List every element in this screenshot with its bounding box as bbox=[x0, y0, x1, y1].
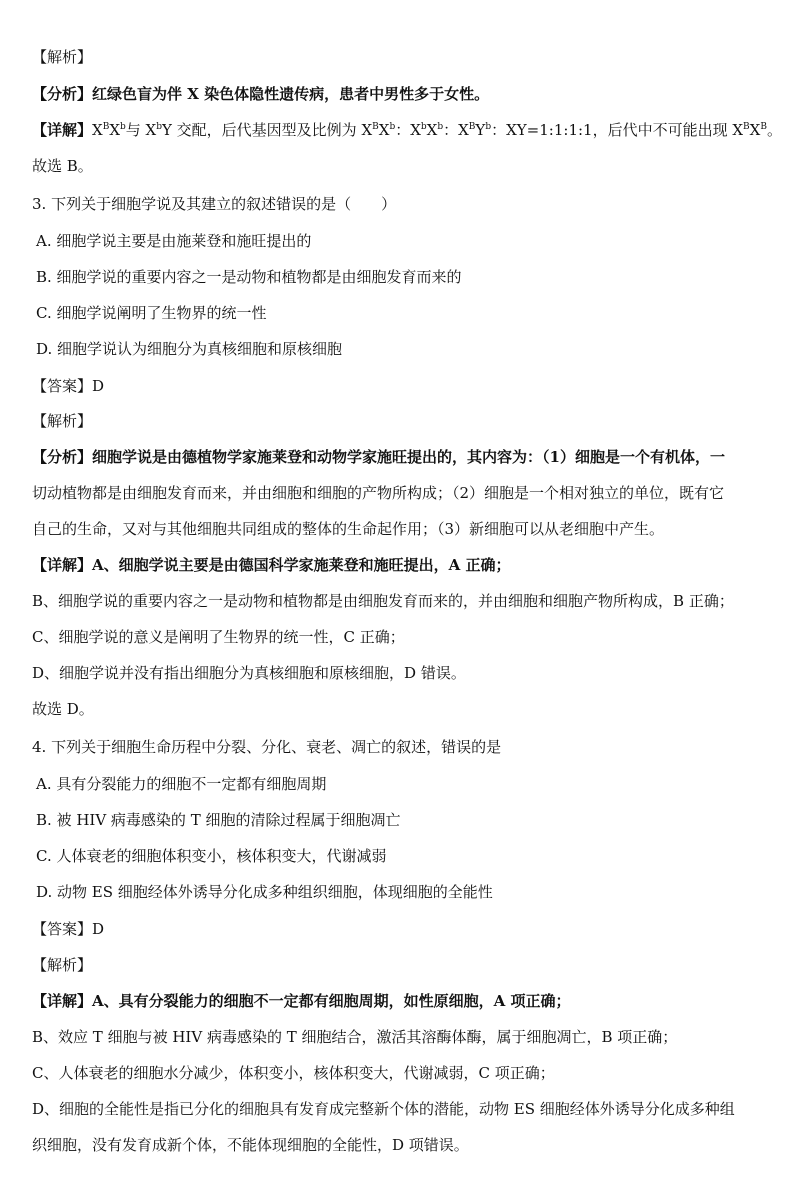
analysis-paragraph: 【分析】细胞学说是由德植物学家施莱登和动物学家施旺提出的，其内容为：（1）细胞是一个有机体，一 bbox=[32, 448, 725, 466]
question-3-stem: 3. 下列关于细胞学说及其建立的叙述错误的是（ ） bbox=[32, 195, 397, 213]
detail-paragraph: C、人体衰老的细胞水分减少，体积变小，核体积变大，代谢减弱，C 项正确； bbox=[32, 1064, 555, 1082]
detail-paragraph: C、细胞学说的意义是阐明了生物界的统一性，C 正确； bbox=[32, 628, 405, 646]
detail-paragraph: B、效应 T 细胞与被 HIV 病毒感染的 T 细胞结合，激活其溶酶体酶，属于细胞凋亡，B 项正确； bbox=[32, 1028, 678, 1046]
option-c: C. 细胞学说阐明了生物界的统一性 bbox=[36, 304, 267, 322]
analysis-paragraph: 【分析】红绿色盲为伴 X 染色体隐性遗传病，患者中男性多于女性。 bbox=[32, 85, 490, 103]
detail-paragraph: 织细胞，没有发育成新个体，不能体现细胞的全能性，D 项错误。 bbox=[32, 1136, 469, 1154]
detail-paragraph: 【详解】A、细胞学说主要是由德国科学家施莱登和施旺提出，A 正确； bbox=[32, 556, 511, 574]
option-d: D. 细胞学说认为细胞分为真核细胞和原核细胞 bbox=[36, 340, 343, 358]
detail-paragraph: D、细胞的全能性是指已分化的细胞具有发育成完整新个体的潜能，动物 ES 细胞经体外诱导分化成多种组 bbox=[32, 1100, 735, 1118]
conclusion-line: 故选 D。 bbox=[32, 700, 94, 718]
detail-paragraph: D、细胞学说并没有指出细胞分为真核细胞和原核细胞，D 错误。 bbox=[32, 664, 466, 682]
answer-line: 【答案】D bbox=[32, 377, 105, 395]
section-tag: 【解析】 bbox=[32, 48, 93, 66]
option-a: A. 具有分裂能力的细胞不一定都有细胞周期 bbox=[36, 775, 327, 793]
analysis-paragraph: 自己的生命，又对与其他细胞共同组成的整体的生命起作用；（3）新细胞可以从老细胞中产生。 bbox=[32, 520, 665, 538]
detail-paragraph: 【详解】A、具有分裂能力的细胞不一定都有细胞周期，如性原细胞，A 项正确； bbox=[32, 992, 571, 1010]
option-b: B. 细胞学说的重要内容之一是动物和植物都是由细胞发育而来的 bbox=[36, 268, 462, 286]
question-4-stem: 4. 下列关于细胞生命历程中分裂、分化、衰老、凋亡的叙述，错误的是 bbox=[32, 738, 502, 756]
section-tag: 【解析】 bbox=[32, 956, 93, 974]
section-tag: 【解析】 bbox=[32, 412, 93, 430]
detail-tag: 【详解】 bbox=[32, 121, 93, 139]
analysis-paragraph: 切动植物都是由细胞发育而来，并由细胞和细胞的产物所构成；（2）细胞是一个相对独立的单位，既有它 bbox=[32, 484, 725, 502]
option-a: A. 细胞学说主要是由施莱登和施旺提出的 bbox=[36, 232, 312, 250]
option-b: B. 被 HIV 病毒感染的 T 细胞的清除过程属于细胞凋亡 bbox=[36, 811, 401, 829]
detail-paragraph: B、细胞学说的重要内容之一是动物和植物都是由细胞发育而来的，并由细胞和细胞产物所构成，B 正确； bbox=[32, 592, 734, 610]
option-c: C. 人体衰老的细胞体积变小，核体积变大，代谢减弱 bbox=[36, 847, 387, 865]
detail-paragraph: 【详解】$X^BX^b$与 $X^bY$ 交配，后代基因型及比例为 $X^BX^b$：$X^bX^b$：$X^BY^b$：XY=1:1:1:1，后代中不可能出现 $X^BX^B$。 bbox=[32, 121, 782, 139]
answer-line: 【答案】D bbox=[32, 920, 105, 938]
option-d: D. 动物 ES 细胞经体外诱导分化成多种组织细胞，体现细胞的全能性 bbox=[36, 883, 493, 901]
conclusion-line: 故选 B。 bbox=[32, 157, 93, 175]
